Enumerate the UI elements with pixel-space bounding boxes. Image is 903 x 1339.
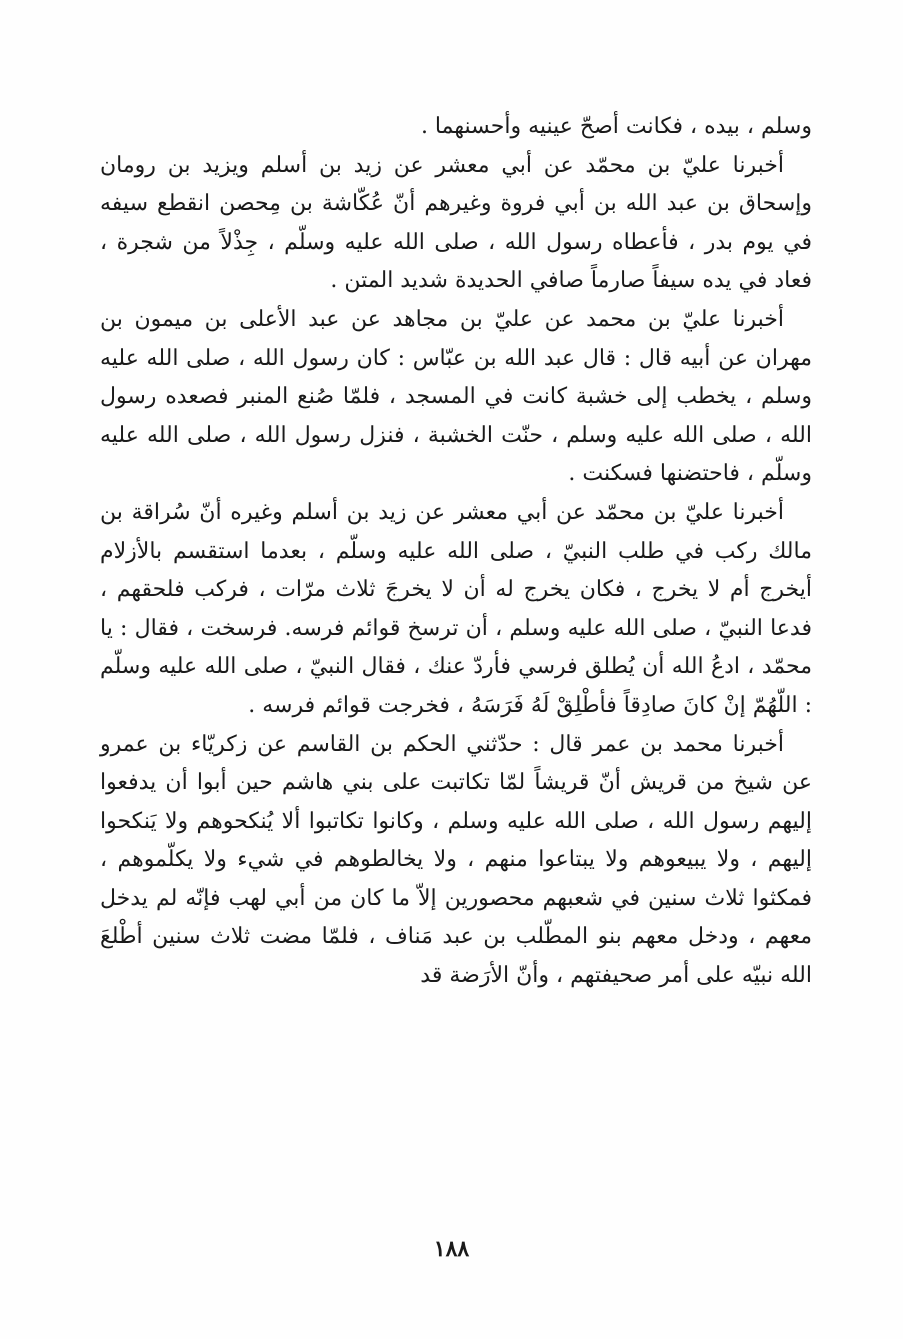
paragraph-continuation: وسلم ، بيده ، فكانت أصحّ عينيه وأحسنهما . xyxy=(420,114,812,139)
page-text xyxy=(100,108,812,996)
page-number: ١٨٨ xyxy=(433,1236,470,1262)
paragraph-suraqa: أخبرنا عليّ بن محمّد عن أبي معشر عن زيد بن أسلم وغيره أنّ سُراقة بن مالك ركب في طلب النبيّ ، صلى الله عليه وسلّم ، بعدما استقسم بالأزلام أيخرج أم لا يخرج ، فكان يخرج له أن لا يخرجَ ثلاث مرّات ، فركب فلحقهم ، فدعا النبيّ ، صلى الله عليه وسلم ، أن ترسخ قوائم فرسه. فرسخت ، فقال : يا محمّد ، ادعُ الله أن يُطلق فرسي فأردّ عنك ، فقال النبيّ ، صلى الله عليه وسلّم : اللّهُمّ إنْ كانَ صادِقاً فأطْلِقْ لَهُ فَرَسَهُ ، فخرجت قوائم فرسه . xyxy=(100,499,812,718)
paragraph-okkasha-sword: أخبرنا عليّ بن محمّد عن أبي معشر عن زيد بن أسلم ويزيد بن رومان وإسحاق بن عبد الله بن أبي فروة وغيرهم أنّ عُكّاشة بن مِحصن انقطع سيفه في يوم بدر ، فأعطاه رسول الله ، صلى الله عليه وسلّم ، جِذْلاً من شجرة ، فعاد في يده سيفاً صارماً صافي الحديدة شديد المتن . xyxy=(100,152,812,294)
paragraph-boycott: أخبرنا محمد بن عمر قال : حدّثني الحكم بن القاسم عن زكريّاء بن عمرو عن شيخ من قريش أنّ قريشاً لمّا تكاتبت على بني هاشم حين أبوا أن يدفعوا إليهم رسول الله ، صلى الله عليه وسلم ، وكانوا تكاتبوا ألا يُنكحوهم ولا يَنكحوا إليهم ، ولا يبيعوهم ولا يبتاعوا منهم ، ولا يخالطوهم في شيء ولا يكلّموهم ، فمكثوا ثلاث سنين في شعبهم محصورين إلاّ ما كان من أبي لهب فإنّه لم يدخل معهم ، ودخل معهم بنو المطّلب بن عبد مَناف ، فلمّا مضت ثلاث سنين أطْلعَ الله نبيّه على أمر صحيفتهم ، وأنّ الأرَضة قد xyxy=(100,731,812,989)
paragraph-palm-trunk: أخبرنا عليّ بن محمد عن عليّ بن مجاهد عن عبد الأعلى بن ميمون بن مهران عن أبيه قال : قال عبد الله بن عبّاس : كان رسول الله ، صلى الله عليه وسلم ، يخطب إلى خشبة كانت في المسجد ، فلمّا صُنع المنبر فصعده رسول الله ، صلى الله عليه وسلم ، حنّت الخشبة ، فنزل رسول الله ، صلى الله عليه وسلّم ، فاحتضنها فسكنت . xyxy=(100,306,812,487)
